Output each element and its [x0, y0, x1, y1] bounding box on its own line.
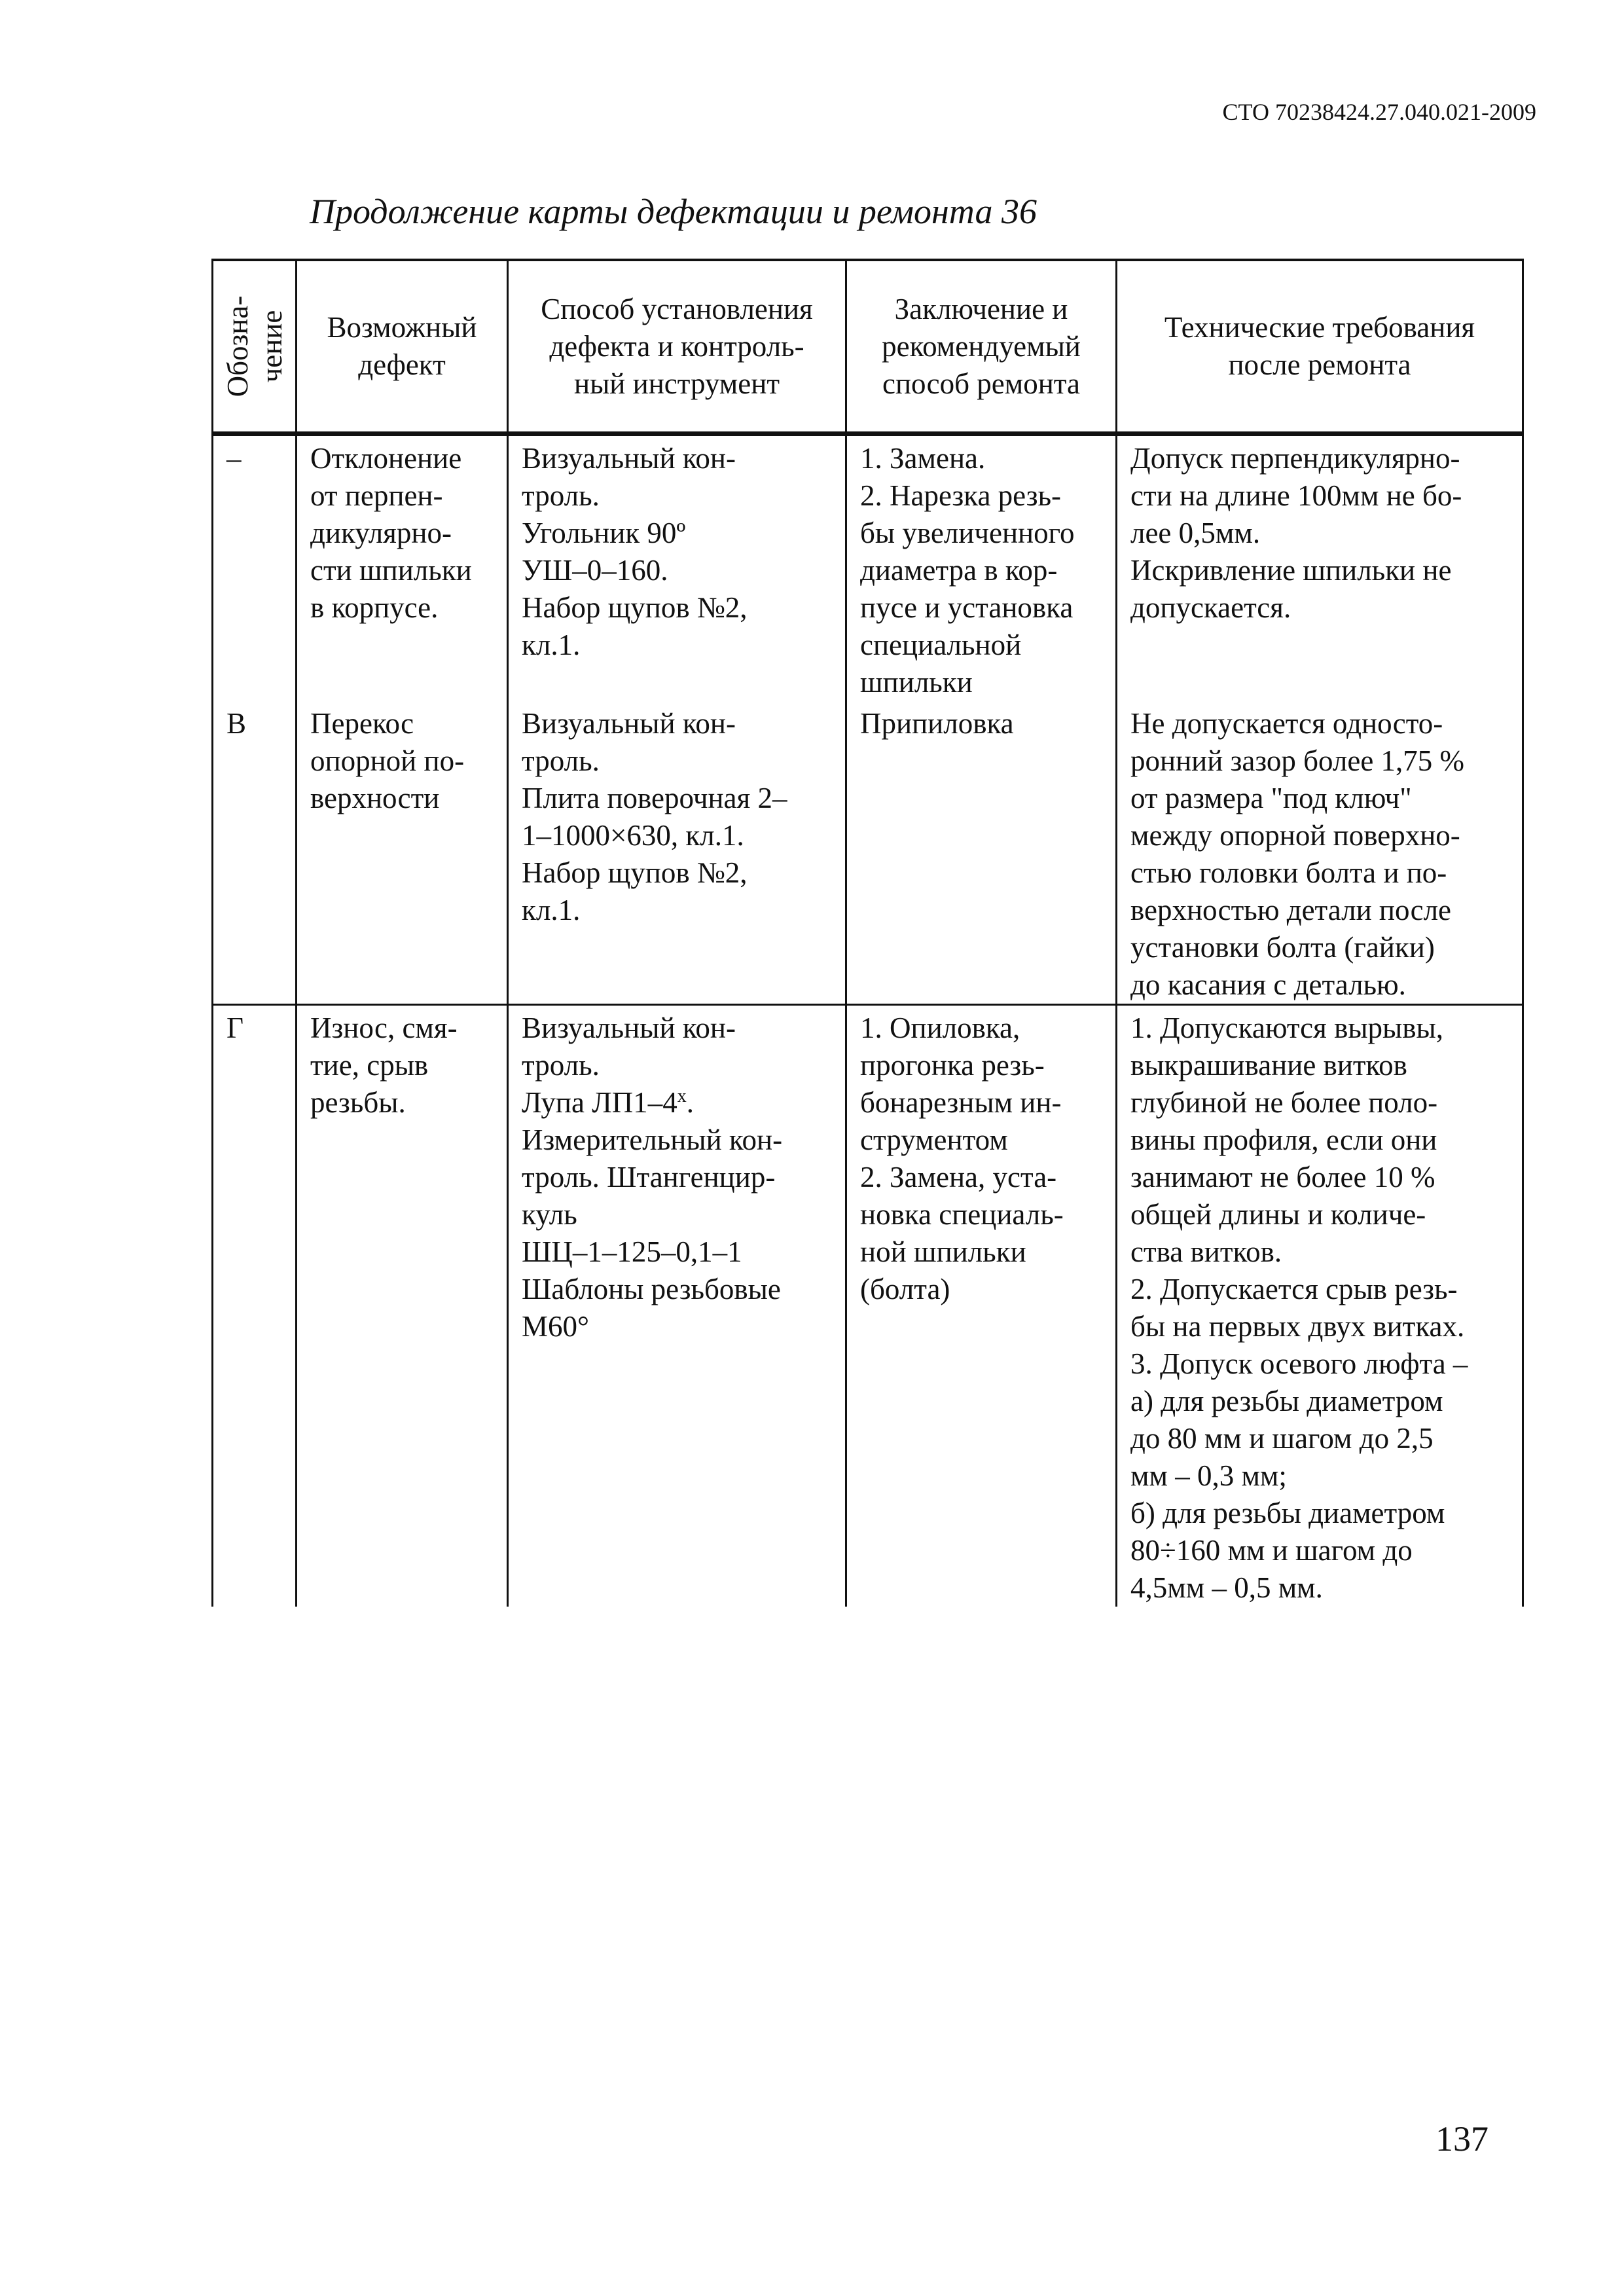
cell-line: Г — [226, 1011, 244, 1044]
table-caption: Продолжение карты дефектации и ремонта 36 — [310, 192, 1037, 231]
cell-line: допускается. — [1130, 591, 1291, 624]
header-method-line: Способ установления — [541, 292, 813, 325]
cell-line: а) для резьбы диаметром — [1130, 1385, 1443, 1417]
header-designation-line: Обозна- — [221, 295, 254, 397]
cell-line: мм – 0,3 мм; — [1130, 1459, 1287, 1492]
header-defect-line: Возможный — [327, 311, 477, 344]
cell-line: Допуск перпендикулярно- — [1130, 442, 1460, 475]
header-designation-line: чение — [255, 310, 288, 383]
cell-line: б) для резьбы диаметром — [1130, 1497, 1445, 1529]
table-header-row — [213, 260, 1523, 434]
header-method-line: дефекта и контроль- — [549, 329, 804, 363]
cell-line: шпильки — [860, 666, 973, 699]
cell-line: Визуальный кон- — [522, 707, 736, 740]
header-repair-line: рекомендуемый — [882, 329, 1081, 363]
cell-line: 1–1000×630, кл.1. — [522, 819, 744, 852]
header-defect — [297, 260, 508, 434]
cell-line: 80÷160 мм и шагом до — [1130, 1534, 1413, 1567]
cell-line: троль. — [522, 1049, 600, 1082]
cell-line: струментом — [860, 1123, 1008, 1156]
cell-line: М60° — [522, 1310, 590, 1343]
cell-line: до касания с деталью. — [1130, 968, 1406, 1001]
header-method-line: ный инструмент — [573, 367, 780, 400]
table-row — [213, 434, 1523, 702]
cell-designation — [213, 1005, 297, 1607]
header-designation — [213, 260, 297, 434]
cell-line: глубиной не более поло- — [1130, 1086, 1438, 1119]
cell-line-loupe — [522, 1084, 836, 1121]
cell-line: ШЦ–1–125–0,1–1 — [522, 1235, 742, 1268]
cell-line: Припиловка — [860, 707, 1014, 740]
cell-line: 2. Допускается срыв резь- — [1130, 1273, 1458, 1305]
cell-line: Измерительный кон- — [522, 1123, 783, 1156]
cell-line: верхности — [310, 782, 440, 814]
cell-line: резьбы. — [310, 1086, 406, 1119]
cell-method — [508, 1005, 846, 1607]
cell-requirements — [1117, 434, 1523, 702]
header-repair-line: способ ремонта — [882, 367, 1080, 400]
cell-line: сти на длине 100мм не бо- — [1130, 479, 1462, 512]
cell-defect — [297, 434, 508, 702]
cell-line: тие, срыв — [310, 1049, 429, 1082]
cell-repair — [846, 701, 1117, 1005]
cell-line: пусе и установка — [860, 591, 1074, 624]
page-number: 137 — [1435, 2119, 1489, 2159]
cell-method — [508, 434, 846, 702]
cell-line: Плита поверочная 2– — [522, 782, 787, 814]
cell-line: Перекос — [310, 707, 414, 740]
cell-line: УШ–0–160. — [522, 554, 668, 587]
superscript: х — [677, 1086, 687, 1106]
cell-line: кл.1. — [522, 894, 581, 926]
cell-line: Не допускается односто- — [1130, 707, 1443, 740]
cell-line: стью головки болта и по- — [1130, 856, 1447, 889]
cell-line: между опорной поверхно- — [1130, 819, 1460, 852]
cell-line: Искривление шпильки не — [1130, 554, 1452, 587]
cell-line: верхностью детали после — [1130, 894, 1452, 926]
cell-defect — [297, 1005, 508, 1607]
header-requirements-line: после ремонта — [1228, 348, 1411, 381]
table-row — [213, 1005, 1523, 1607]
cell-designation — [213, 434, 297, 702]
cell-repair — [846, 1005, 1117, 1607]
cell-defect — [297, 701, 508, 1005]
cell-line: в корпусе. — [310, 591, 439, 624]
cell-line: от перпен- — [310, 479, 443, 512]
defect-repair-table — [211, 259, 1524, 1607]
cell-line: бы на первых двух витках. — [1130, 1310, 1465, 1343]
cell-line: 2. Нарезка резь- — [860, 479, 1061, 512]
cell-line: 3. Допуск осевого люфта – — [1130, 1347, 1468, 1380]
cell-line: опорной по- — [310, 744, 465, 777]
cell-line: Визуальный кон- — [522, 442, 736, 475]
cell-line: (болта) — [860, 1273, 950, 1305]
document-code: СТО 70238424.27.040.021-2009 — [1222, 99, 1536, 125]
cell-line: троль. — [522, 479, 600, 512]
cell-line: 1. Замена. — [860, 442, 986, 475]
header-method — [508, 260, 846, 434]
cell-line: бонарезным ин- — [860, 1086, 1062, 1119]
cell-line: 1. Допускаются вырывы, — [1130, 1011, 1444, 1044]
cell-line: 2. Замена, уста- — [860, 1161, 1057, 1194]
cell-line: специальной — [860, 629, 1022, 661]
cell-line: Угольник 90º — [522, 517, 686, 549]
cell-line: Набор щупов №2, — [522, 591, 748, 624]
cell-requirements — [1117, 701, 1523, 1005]
cell-line: установки болта (гайки) — [1130, 931, 1435, 964]
cell-line: ронний зазор более 1,75 % — [1130, 744, 1465, 777]
cell-line: сти шпильки — [310, 554, 472, 587]
cell-line: Шаблоны резьбовые — [522, 1273, 781, 1305]
header-defect-line: дефект — [358, 348, 446, 381]
cell-line: Износ, смя- — [310, 1011, 458, 1044]
cell-line: Набор щупов №2, — [522, 856, 748, 889]
cell-line: 1. Опиловка, — [860, 1011, 1020, 1044]
header-requirements — [1117, 260, 1523, 434]
cell-line: общей длины и количе- — [1130, 1198, 1426, 1231]
cell-line: до 80 мм и шагом до 2,5 — [1130, 1422, 1434, 1455]
cell-line: Визуальный кон- — [522, 1011, 736, 1044]
cell-repair — [846, 434, 1117, 702]
cell-line: троль. — [522, 744, 600, 777]
loupe-text: Лупа ЛП1–4 — [522, 1086, 677, 1119]
cell-line: вины профиля, если они — [1130, 1123, 1437, 1156]
cell-line: куль — [522, 1198, 577, 1231]
table-row — [213, 701, 1523, 1005]
cell-designation — [213, 701, 297, 1005]
cell-line: выкрашивание витков — [1130, 1049, 1407, 1082]
cell-line: 4,5мм – 0,5 мм. — [1130, 1571, 1323, 1604]
cell-line: ства витков. — [1130, 1235, 1282, 1268]
cell-line: новка специаль- — [860, 1198, 1064, 1231]
cell-line: бы увеличенного — [860, 517, 1075, 549]
cell-line: ной шпильки — [860, 1235, 1026, 1268]
cell-line: Отклонение — [310, 442, 462, 475]
cell-line: кл.1. — [522, 629, 581, 661]
cell-line: от размера "под ключ" — [1130, 782, 1412, 814]
cell-line: лее 0,5мм. — [1130, 517, 1261, 549]
cell-line: В — [226, 707, 247, 740]
cell-requirements — [1117, 1005, 1523, 1607]
header-repair-line: Заключение и — [894, 292, 1068, 325]
cell-line: диаметра в кор- — [860, 554, 1058, 587]
cell-line: занимают не более 10 % — [1130, 1161, 1435, 1194]
header-requirements-line: Технические требования — [1164, 311, 1475, 344]
cell-line: прогонка резь- — [860, 1049, 1045, 1082]
cell-method — [508, 701, 846, 1005]
header-repair — [846, 260, 1117, 434]
loupe-tail: . — [686, 1086, 694, 1119]
cell-line: – — [226, 442, 242, 475]
cell-line: троль. Штангенцир- — [522, 1161, 776, 1194]
cell-line: дикулярно- — [310, 517, 452, 549]
